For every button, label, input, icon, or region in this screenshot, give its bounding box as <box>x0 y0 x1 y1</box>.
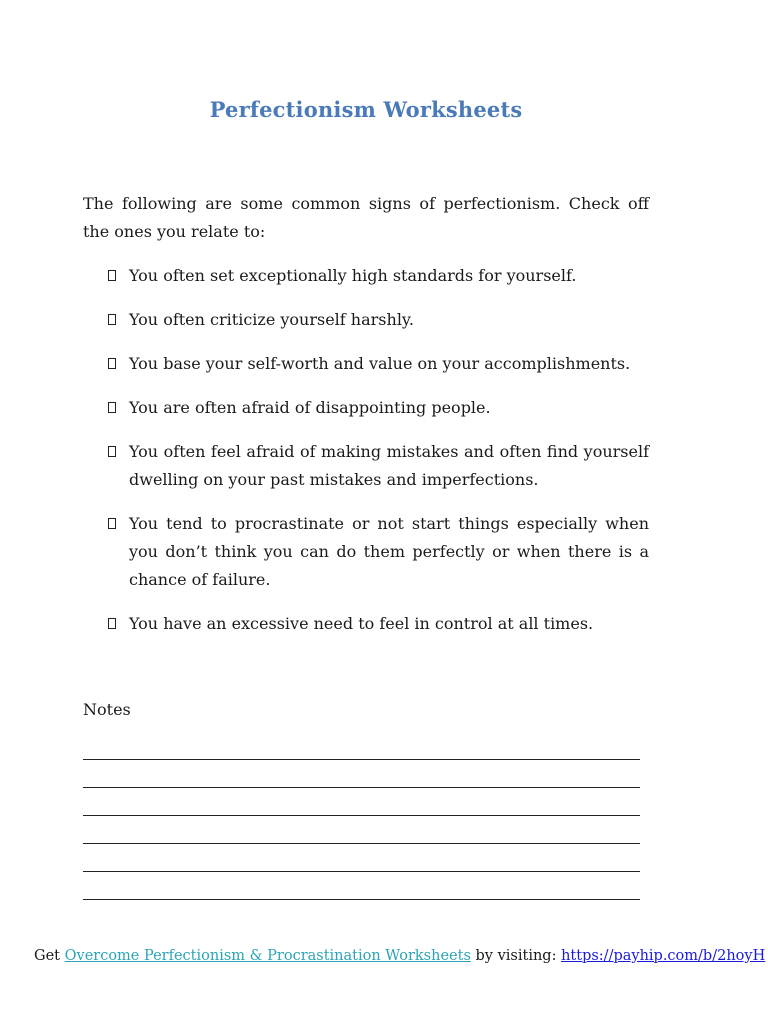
checklist-item-text: You often set exceptionally high standards for yourself. <box>129 266 577 285</box>
checklist-item-text: You are often afraid of disappointing people. <box>129 398 491 417</box>
checklist-item-text: You often feel afraid of making mistakes and often find yourself dwelling on your past mistakes and imperfections. <box>129 442 649 489</box>
checklist-item[interactable] <box>83 350 649 378</box>
footer-promo <box>34 944 765 968</box>
notes-writing-line[interactable] <box>83 759 640 760</box>
notes-writing-line[interactable] <box>83 843 640 844</box>
notes-writing-line[interactable] <box>83 871 640 872</box>
checkbox-icon[interactable] <box>108 446 116 457</box>
perfectionism-checklist <box>83 262 649 654</box>
checkbox-icon[interactable] <box>108 270 116 281</box>
checklist-item-text: You base your self-worth and value on your accomplishments. <box>129 354 631 373</box>
checklist-item-text: You often criticize yourself harshly. <box>129 310 414 329</box>
checkbox-icon[interactable] <box>108 518 116 529</box>
notes-writing-line[interactable] <box>83 787 640 788</box>
checkbox-icon[interactable] <box>108 402 116 413</box>
footer-middle: by visiting: <box>470 948 562 964</box>
payhip-url-link[interactable]: https://payhip.com/b/2hoyH <box>561 948 766 964</box>
checkbox-icon[interactable] <box>108 618 116 629</box>
checklist-item[interactable] <box>83 262 649 290</box>
checklist-item[interactable] <box>83 394 649 422</box>
checklist-item-text: You have an excessive need to feel in control at all times. <box>129 614 594 633</box>
checklist-item[interactable] <box>83 306 649 334</box>
checklist-item[interactable] <box>83 510 649 594</box>
page-title: Perfectionism Worksheets <box>209 97 523 122</box>
checklist-item[interactable] <box>83 610 649 638</box>
checklist-item[interactable] <box>83 438 649 494</box>
notes-writing-line[interactable] <box>83 899 640 900</box>
intro-paragraph: The following are some common signs of perfectionism. Check off the ones you relate to: <box>83 194 649 241</box>
notes-writing-line[interactable] <box>83 815 640 816</box>
product-link[interactable]: Overcome Perfectionism & Procrastination Worksheets <box>64 948 471 964</box>
footer-prefix: Get <box>34 948 65 964</box>
checklist-item-text: You tend to procrastinate or not start things especially when you don’t think you can do them perfectly or when there is a chance of failure. <box>129 514 649 589</box>
checkbox-icon[interactable] <box>108 314 116 325</box>
notes-label: Notes <box>83 700 131 719</box>
checkbox-icon[interactable] <box>108 358 116 369</box>
